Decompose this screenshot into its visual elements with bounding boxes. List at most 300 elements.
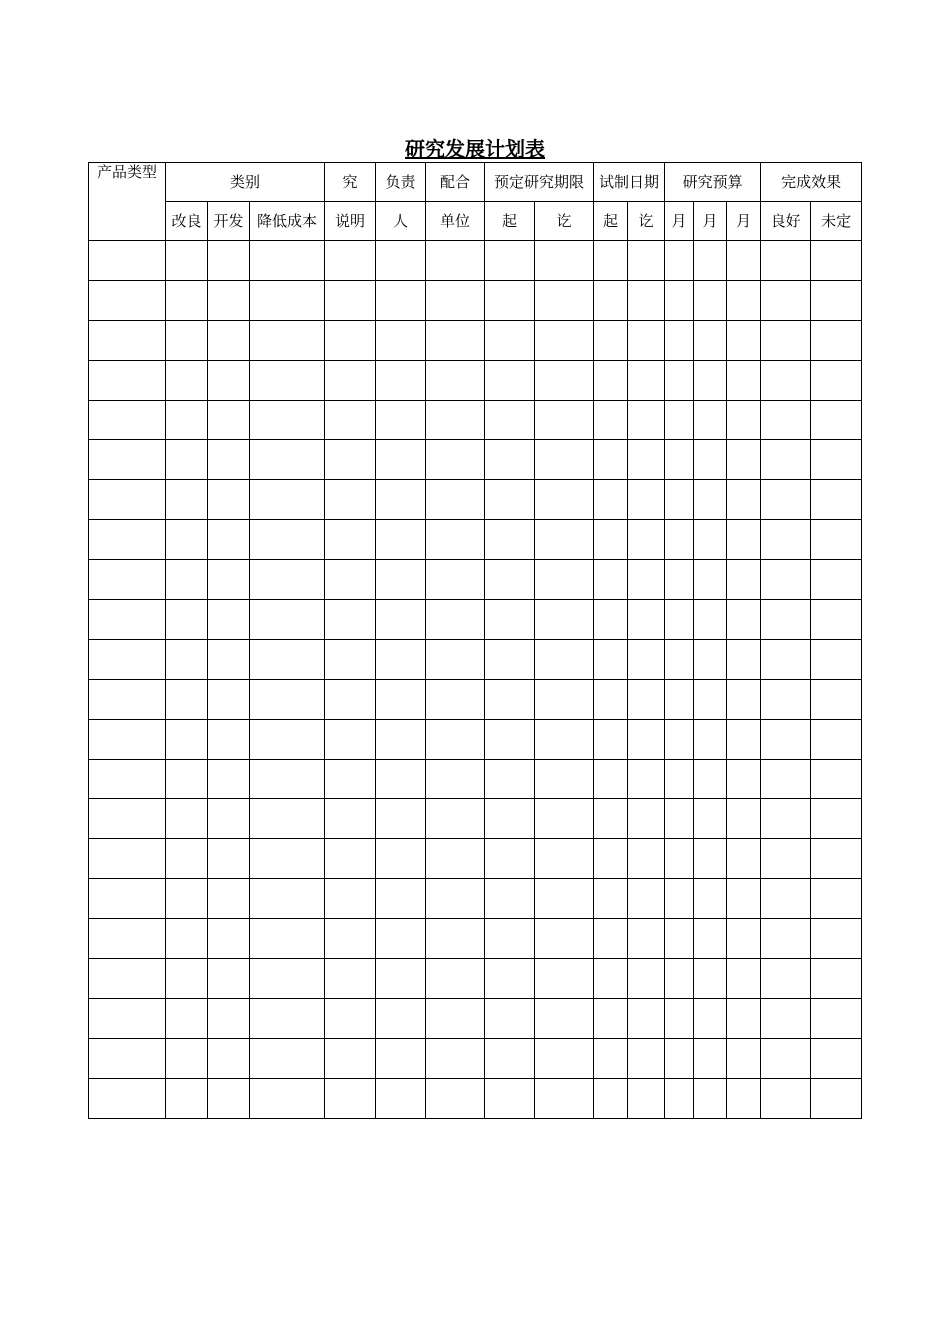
table-cell[interactable] — [761, 759, 811, 799]
table-cell[interactable] — [325, 919, 376, 959]
table-cell[interactable] — [376, 1038, 426, 1078]
table-cell[interactable] — [727, 879, 761, 919]
table-cell[interactable] — [761, 919, 811, 959]
table-cell[interactable] — [594, 560, 628, 600]
table-cell[interactable] — [426, 440, 485, 480]
table-cell[interactable] — [727, 241, 761, 281]
table-cell[interactable] — [811, 1038, 862, 1078]
table-cell[interactable] — [535, 320, 594, 360]
table-cell[interactable] — [628, 879, 665, 919]
table-cell[interactable] — [426, 320, 485, 360]
table-cell[interactable] — [250, 241, 325, 281]
table-cell[interactable] — [376, 919, 426, 959]
table-cell[interactable] — [208, 998, 250, 1038]
table-cell[interactable] — [166, 1078, 208, 1118]
table-cell[interactable] — [325, 280, 376, 320]
table-cell[interactable] — [727, 998, 761, 1038]
table-cell[interactable] — [89, 998, 166, 1038]
table-cell[interactable] — [727, 1038, 761, 1078]
table-cell[interactable] — [485, 1078, 535, 1118]
table-cell[interactable] — [426, 1078, 485, 1118]
table-cell[interactable] — [665, 400, 694, 440]
table-cell[interactable] — [628, 759, 665, 799]
table-cell[interactable] — [485, 879, 535, 919]
table-cell[interactable] — [761, 679, 811, 719]
table-cell[interactable] — [594, 759, 628, 799]
table-cell[interactable] — [727, 719, 761, 759]
table-cell[interactable] — [376, 1078, 426, 1118]
table-cell[interactable] — [665, 839, 694, 879]
table-cell[interactable] — [594, 919, 628, 959]
table-cell[interactable] — [325, 959, 376, 999]
table-cell[interactable] — [250, 400, 325, 440]
table-cell[interactable] — [665, 998, 694, 1038]
table-cell[interactable] — [665, 639, 694, 679]
table-cell[interactable] — [166, 839, 208, 879]
table-cell[interactable] — [665, 320, 694, 360]
table-cell[interactable] — [665, 480, 694, 520]
table-cell[interactable] — [628, 998, 665, 1038]
table-cell[interactable] — [89, 440, 166, 480]
table-cell[interactable] — [811, 440, 862, 480]
table-cell[interactable] — [250, 719, 325, 759]
table-cell[interactable] — [761, 520, 811, 560]
table-cell[interactable] — [250, 799, 325, 839]
table-cell[interactable] — [727, 320, 761, 360]
table-cell[interactable] — [376, 959, 426, 999]
table-cell[interactable] — [89, 560, 166, 600]
table-cell[interactable] — [166, 959, 208, 999]
table-cell[interactable] — [166, 719, 208, 759]
table-cell[interactable] — [694, 759, 727, 799]
table-cell[interactable] — [594, 280, 628, 320]
table-cell[interactable] — [89, 480, 166, 520]
table-cell[interactable] — [208, 400, 250, 440]
table-cell[interactable] — [535, 879, 594, 919]
table-cell[interactable] — [694, 400, 727, 440]
table-cell[interactable] — [208, 1038, 250, 1078]
table-cell[interactable] — [628, 480, 665, 520]
table-cell[interactable] — [376, 440, 426, 480]
table-cell[interactable] — [376, 600, 426, 640]
table-cell[interactable] — [485, 280, 535, 320]
table-cell[interactable] — [89, 919, 166, 959]
table-cell[interactable] — [535, 998, 594, 1038]
table-cell[interactable] — [535, 520, 594, 560]
table-cell[interactable] — [694, 360, 727, 400]
table-cell[interactable] — [325, 400, 376, 440]
table-cell[interactable] — [628, 679, 665, 719]
table-cell[interactable] — [376, 879, 426, 919]
table-cell[interactable] — [89, 759, 166, 799]
table-cell[interactable] — [250, 839, 325, 879]
table-cell[interactable] — [665, 241, 694, 281]
table-cell[interactable] — [727, 440, 761, 480]
table-cell[interactable] — [811, 959, 862, 999]
table-cell[interactable] — [694, 320, 727, 360]
table-cell[interactable] — [250, 560, 325, 600]
table-cell[interactable] — [89, 799, 166, 839]
table-cell[interactable] — [535, 679, 594, 719]
table-cell[interactable] — [325, 560, 376, 600]
table-cell[interactable] — [426, 799, 485, 839]
table-cell[interactable] — [485, 719, 535, 759]
table-cell[interactable] — [665, 360, 694, 400]
table-cell[interactable] — [761, 600, 811, 640]
table-cell[interactable] — [325, 679, 376, 719]
table-cell[interactable] — [426, 400, 485, 440]
table-cell[interactable] — [89, 959, 166, 999]
table-cell[interactable] — [694, 280, 727, 320]
table-cell[interactable] — [727, 280, 761, 320]
table-cell[interactable] — [628, 959, 665, 999]
table-cell[interactable] — [325, 520, 376, 560]
table-cell[interactable] — [208, 280, 250, 320]
table-cell[interactable] — [426, 560, 485, 600]
table-cell[interactable] — [665, 919, 694, 959]
table-cell[interactable] — [535, 919, 594, 959]
table-cell[interactable] — [811, 360, 862, 400]
table-cell[interactable] — [628, 520, 665, 560]
table-cell[interactable] — [376, 360, 426, 400]
table-cell[interactable] — [426, 839, 485, 879]
table-cell[interactable] — [376, 400, 426, 440]
table-cell[interactable] — [250, 280, 325, 320]
table-cell[interactable] — [727, 919, 761, 959]
table-cell[interactable] — [761, 839, 811, 879]
table-cell[interactable] — [485, 400, 535, 440]
table-cell[interactable] — [535, 241, 594, 281]
table-cell[interactable] — [166, 360, 208, 400]
table-cell[interactable] — [89, 1078, 166, 1118]
table-cell[interactable] — [594, 1038, 628, 1078]
table-cell[interactable] — [761, 639, 811, 679]
table-cell[interactable] — [485, 320, 535, 360]
table-cell[interactable] — [811, 639, 862, 679]
table-cell[interactable] — [594, 998, 628, 1038]
table-cell[interactable] — [208, 241, 250, 281]
table-cell[interactable] — [727, 799, 761, 839]
table-cell[interactable] — [594, 480, 628, 520]
table-cell[interactable] — [811, 1078, 862, 1118]
table-cell[interactable] — [250, 600, 325, 640]
table-cell[interactable] — [594, 879, 628, 919]
table-cell[interactable] — [325, 1078, 376, 1118]
table-cell[interactable] — [694, 719, 727, 759]
table-cell[interactable] — [426, 879, 485, 919]
table-cell[interactable] — [628, 919, 665, 959]
table-cell[interactable] — [628, 241, 665, 281]
table-cell[interactable] — [325, 799, 376, 839]
table-cell[interactable] — [325, 639, 376, 679]
table-cell[interactable] — [376, 759, 426, 799]
table-cell[interactable] — [665, 759, 694, 799]
table-cell[interactable] — [208, 360, 250, 400]
table-cell[interactable] — [426, 639, 485, 679]
table-cell[interactable] — [628, 320, 665, 360]
table-cell[interactable] — [325, 320, 376, 360]
table-cell[interactable] — [811, 919, 862, 959]
table-cell[interactable] — [325, 480, 376, 520]
table-cell[interactable] — [727, 759, 761, 799]
table-cell[interactable] — [250, 320, 325, 360]
table-cell[interactable] — [727, 400, 761, 440]
table-cell[interactable] — [665, 600, 694, 640]
table-cell[interactable] — [89, 360, 166, 400]
table-cell[interactable] — [594, 400, 628, 440]
table-cell[interactable] — [89, 839, 166, 879]
table-cell[interactable] — [485, 799, 535, 839]
table-cell[interactable] — [761, 400, 811, 440]
table-cell[interactable] — [208, 320, 250, 360]
table-cell[interactable] — [628, 799, 665, 839]
table-cell[interactable] — [694, 679, 727, 719]
table-cell[interactable] — [250, 639, 325, 679]
table-cell[interactable] — [426, 360, 485, 400]
table-cell[interactable] — [628, 639, 665, 679]
table-cell[interactable] — [376, 520, 426, 560]
table-cell[interactable] — [811, 879, 862, 919]
table-cell[interactable] — [208, 600, 250, 640]
table-cell[interactable] — [376, 560, 426, 600]
table-cell[interactable] — [594, 241, 628, 281]
table-cell[interactable] — [426, 759, 485, 799]
table-cell[interactable] — [89, 320, 166, 360]
table-cell[interactable] — [376, 320, 426, 360]
table-cell[interactable] — [761, 1038, 811, 1078]
table-cell[interactable] — [761, 320, 811, 360]
table-cell[interactable] — [594, 320, 628, 360]
table-cell[interactable] — [325, 600, 376, 640]
table-cell[interactable] — [535, 719, 594, 759]
table-cell[interactable] — [665, 1078, 694, 1118]
table-cell[interactable] — [208, 1078, 250, 1118]
table-cell[interactable] — [535, 480, 594, 520]
table-cell[interactable] — [426, 679, 485, 719]
table-cell[interactable] — [761, 241, 811, 281]
table-cell[interactable] — [325, 440, 376, 480]
table-cell[interactable] — [727, 480, 761, 520]
table-cell[interactable] — [694, 560, 727, 600]
table-cell[interactable] — [535, 839, 594, 879]
table-cell[interactable] — [166, 400, 208, 440]
table-cell[interactable] — [325, 879, 376, 919]
table-cell[interactable] — [89, 879, 166, 919]
table-cell[interactable] — [811, 480, 862, 520]
table-cell[interactable] — [594, 520, 628, 560]
table-cell[interactable] — [694, 600, 727, 640]
table-cell[interactable] — [250, 520, 325, 560]
table-cell[interactable] — [250, 759, 325, 799]
table-cell[interactable] — [208, 879, 250, 919]
table-cell[interactable] — [89, 600, 166, 640]
table-cell[interactable] — [628, 719, 665, 759]
table-cell[interactable] — [535, 639, 594, 679]
table-cell[interactable] — [89, 520, 166, 560]
table-cell[interactable] — [761, 440, 811, 480]
table-cell[interactable] — [594, 839, 628, 879]
table-cell[interactable] — [426, 241, 485, 281]
table-cell[interactable] — [250, 480, 325, 520]
table-cell[interactable] — [761, 959, 811, 999]
table-cell[interactable] — [426, 480, 485, 520]
table-cell[interactable] — [376, 998, 426, 1038]
table-cell[interactable] — [426, 919, 485, 959]
table-cell[interactable] — [208, 759, 250, 799]
table-cell[interactable] — [376, 679, 426, 719]
table-cell[interactable] — [89, 679, 166, 719]
table-cell[interactable] — [208, 839, 250, 879]
table-cell[interactable] — [535, 560, 594, 600]
table-cell[interactable] — [250, 679, 325, 719]
table-cell[interactable] — [485, 360, 535, 400]
table-cell[interactable] — [208, 719, 250, 759]
table-cell[interactable] — [166, 440, 208, 480]
table-cell[interactable] — [811, 520, 862, 560]
table-cell[interactable] — [694, 1078, 727, 1118]
table-cell[interactable] — [811, 998, 862, 1038]
table-cell[interactable] — [535, 360, 594, 400]
table-cell[interactable] — [694, 799, 727, 839]
table-cell[interactable] — [376, 639, 426, 679]
table-cell[interactable] — [594, 440, 628, 480]
table-cell[interactable] — [811, 799, 862, 839]
table-cell[interactable] — [727, 600, 761, 640]
table-cell[interactable] — [628, 560, 665, 600]
table-cell[interactable] — [208, 520, 250, 560]
table-cell[interactable] — [594, 1078, 628, 1118]
table-cell[interactable] — [166, 520, 208, 560]
table-cell[interactable] — [811, 839, 862, 879]
table-cell[interactable] — [535, 1038, 594, 1078]
table-cell[interactable] — [811, 600, 862, 640]
table-cell[interactable] — [761, 280, 811, 320]
table-cell[interactable] — [426, 520, 485, 560]
table-cell[interactable] — [594, 799, 628, 839]
table-cell[interactable] — [376, 719, 426, 759]
table-cell[interactable] — [761, 719, 811, 759]
table-cell[interactable] — [325, 241, 376, 281]
table-cell[interactable] — [250, 959, 325, 999]
table-cell[interactable] — [485, 639, 535, 679]
table-cell[interactable] — [89, 241, 166, 281]
table-cell[interactable] — [665, 799, 694, 839]
table-cell[interactable] — [325, 998, 376, 1038]
table-cell[interactable] — [208, 560, 250, 600]
table-cell[interactable] — [665, 879, 694, 919]
table-cell[interactable] — [485, 440, 535, 480]
table-cell[interactable] — [485, 959, 535, 999]
table-cell[interactable] — [628, 360, 665, 400]
table-cell[interactable] — [628, 1038, 665, 1078]
table-cell[interactable] — [694, 639, 727, 679]
table-cell[interactable] — [535, 440, 594, 480]
table-cell[interactable] — [594, 639, 628, 679]
table-cell[interactable] — [761, 799, 811, 839]
table-cell[interactable] — [727, 639, 761, 679]
table-cell[interactable] — [250, 919, 325, 959]
table-cell[interactable] — [426, 1038, 485, 1078]
table-cell[interactable] — [535, 759, 594, 799]
table-cell[interactable] — [485, 759, 535, 799]
table-cell[interactable] — [761, 360, 811, 400]
table-cell[interactable] — [485, 1038, 535, 1078]
table-cell[interactable] — [250, 1078, 325, 1118]
table-cell[interactable] — [694, 520, 727, 560]
table-cell[interactable] — [485, 839, 535, 879]
table-cell[interactable] — [694, 839, 727, 879]
table-cell[interactable] — [166, 241, 208, 281]
table-cell[interactable] — [485, 241, 535, 281]
table-cell[interactable] — [166, 919, 208, 959]
table-cell[interactable] — [89, 719, 166, 759]
table-cell[interactable] — [166, 480, 208, 520]
table-cell[interactable] — [727, 360, 761, 400]
table-cell[interactable] — [166, 879, 208, 919]
table-cell[interactable] — [694, 998, 727, 1038]
table-cell[interactable] — [166, 280, 208, 320]
table-cell[interactable] — [665, 679, 694, 719]
table-cell[interactable] — [535, 1078, 594, 1118]
table-cell[interactable] — [628, 600, 665, 640]
table-cell[interactable] — [208, 639, 250, 679]
table-cell[interactable] — [166, 560, 208, 600]
table-cell[interactable] — [694, 440, 727, 480]
table-cell[interactable] — [250, 998, 325, 1038]
table-cell[interactable] — [811, 679, 862, 719]
table-cell[interactable] — [325, 1038, 376, 1078]
table-cell[interactable] — [426, 959, 485, 999]
table-cell[interactable] — [166, 320, 208, 360]
table-cell[interactable] — [250, 879, 325, 919]
table-cell[interactable] — [694, 241, 727, 281]
table-cell[interactable] — [628, 400, 665, 440]
table-cell[interactable] — [665, 959, 694, 999]
table-cell[interactable] — [208, 959, 250, 999]
table-cell[interactable] — [628, 440, 665, 480]
table-cell[interactable] — [727, 679, 761, 719]
table-cell[interactable] — [665, 560, 694, 600]
table-cell[interactable] — [376, 280, 426, 320]
table-cell[interactable] — [811, 241, 862, 281]
table-cell[interactable] — [325, 719, 376, 759]
table-cell[interactable] — [485, 998, 535, 1038]
table-cell[interactable] — [594, 719, 628, 759]
table-cell[interactable] — [761, 998, 811, 1038]
table-cell[interactable] — [485, 600, 535, 640]
table-cell[interactable] — [694, 1038, 727, 1078]
table-cell[interactable] — [325, 759, 376, 799]
table-cell[interactable] — [485, 560, 535, 600]
table-cell[interactable] — [426, 719, 485, 759]
table-cell[interactable] — [727, 959, 761, 999]
table-cell[interactable] — [628, 1078, 665, 1118]
table-cell[interactable] — [208, 440, 250, 480]
table-cell[interactable] — [250, 1038, 325, 1078]
table-cell[interactable] — [89, 1038, 166, 1078]
table-cell[interactable] — [376, 480, 426, 520]
table-cell[interactable] — [89, 280, 166, 320]
table-cell[interactable] — [208, 799, 250, 839]
table-cell[interactable] — [426, 280, 485, 320]
table-cell[interactable] — [694, 879, 727, 919]
table-cell[interactable] — [426, 600, 485, 640]
table-cell[interactable] — [166, 759, 208, 799]
table-cell[interactable] — [250, 440, 325, 480]
table-cell[interactable] — [325, 360, 376, 400]
table-cell[interactable] — [166, 679, 208, 719]
table-cell[interactable] — [628, 839, 665, 879]
